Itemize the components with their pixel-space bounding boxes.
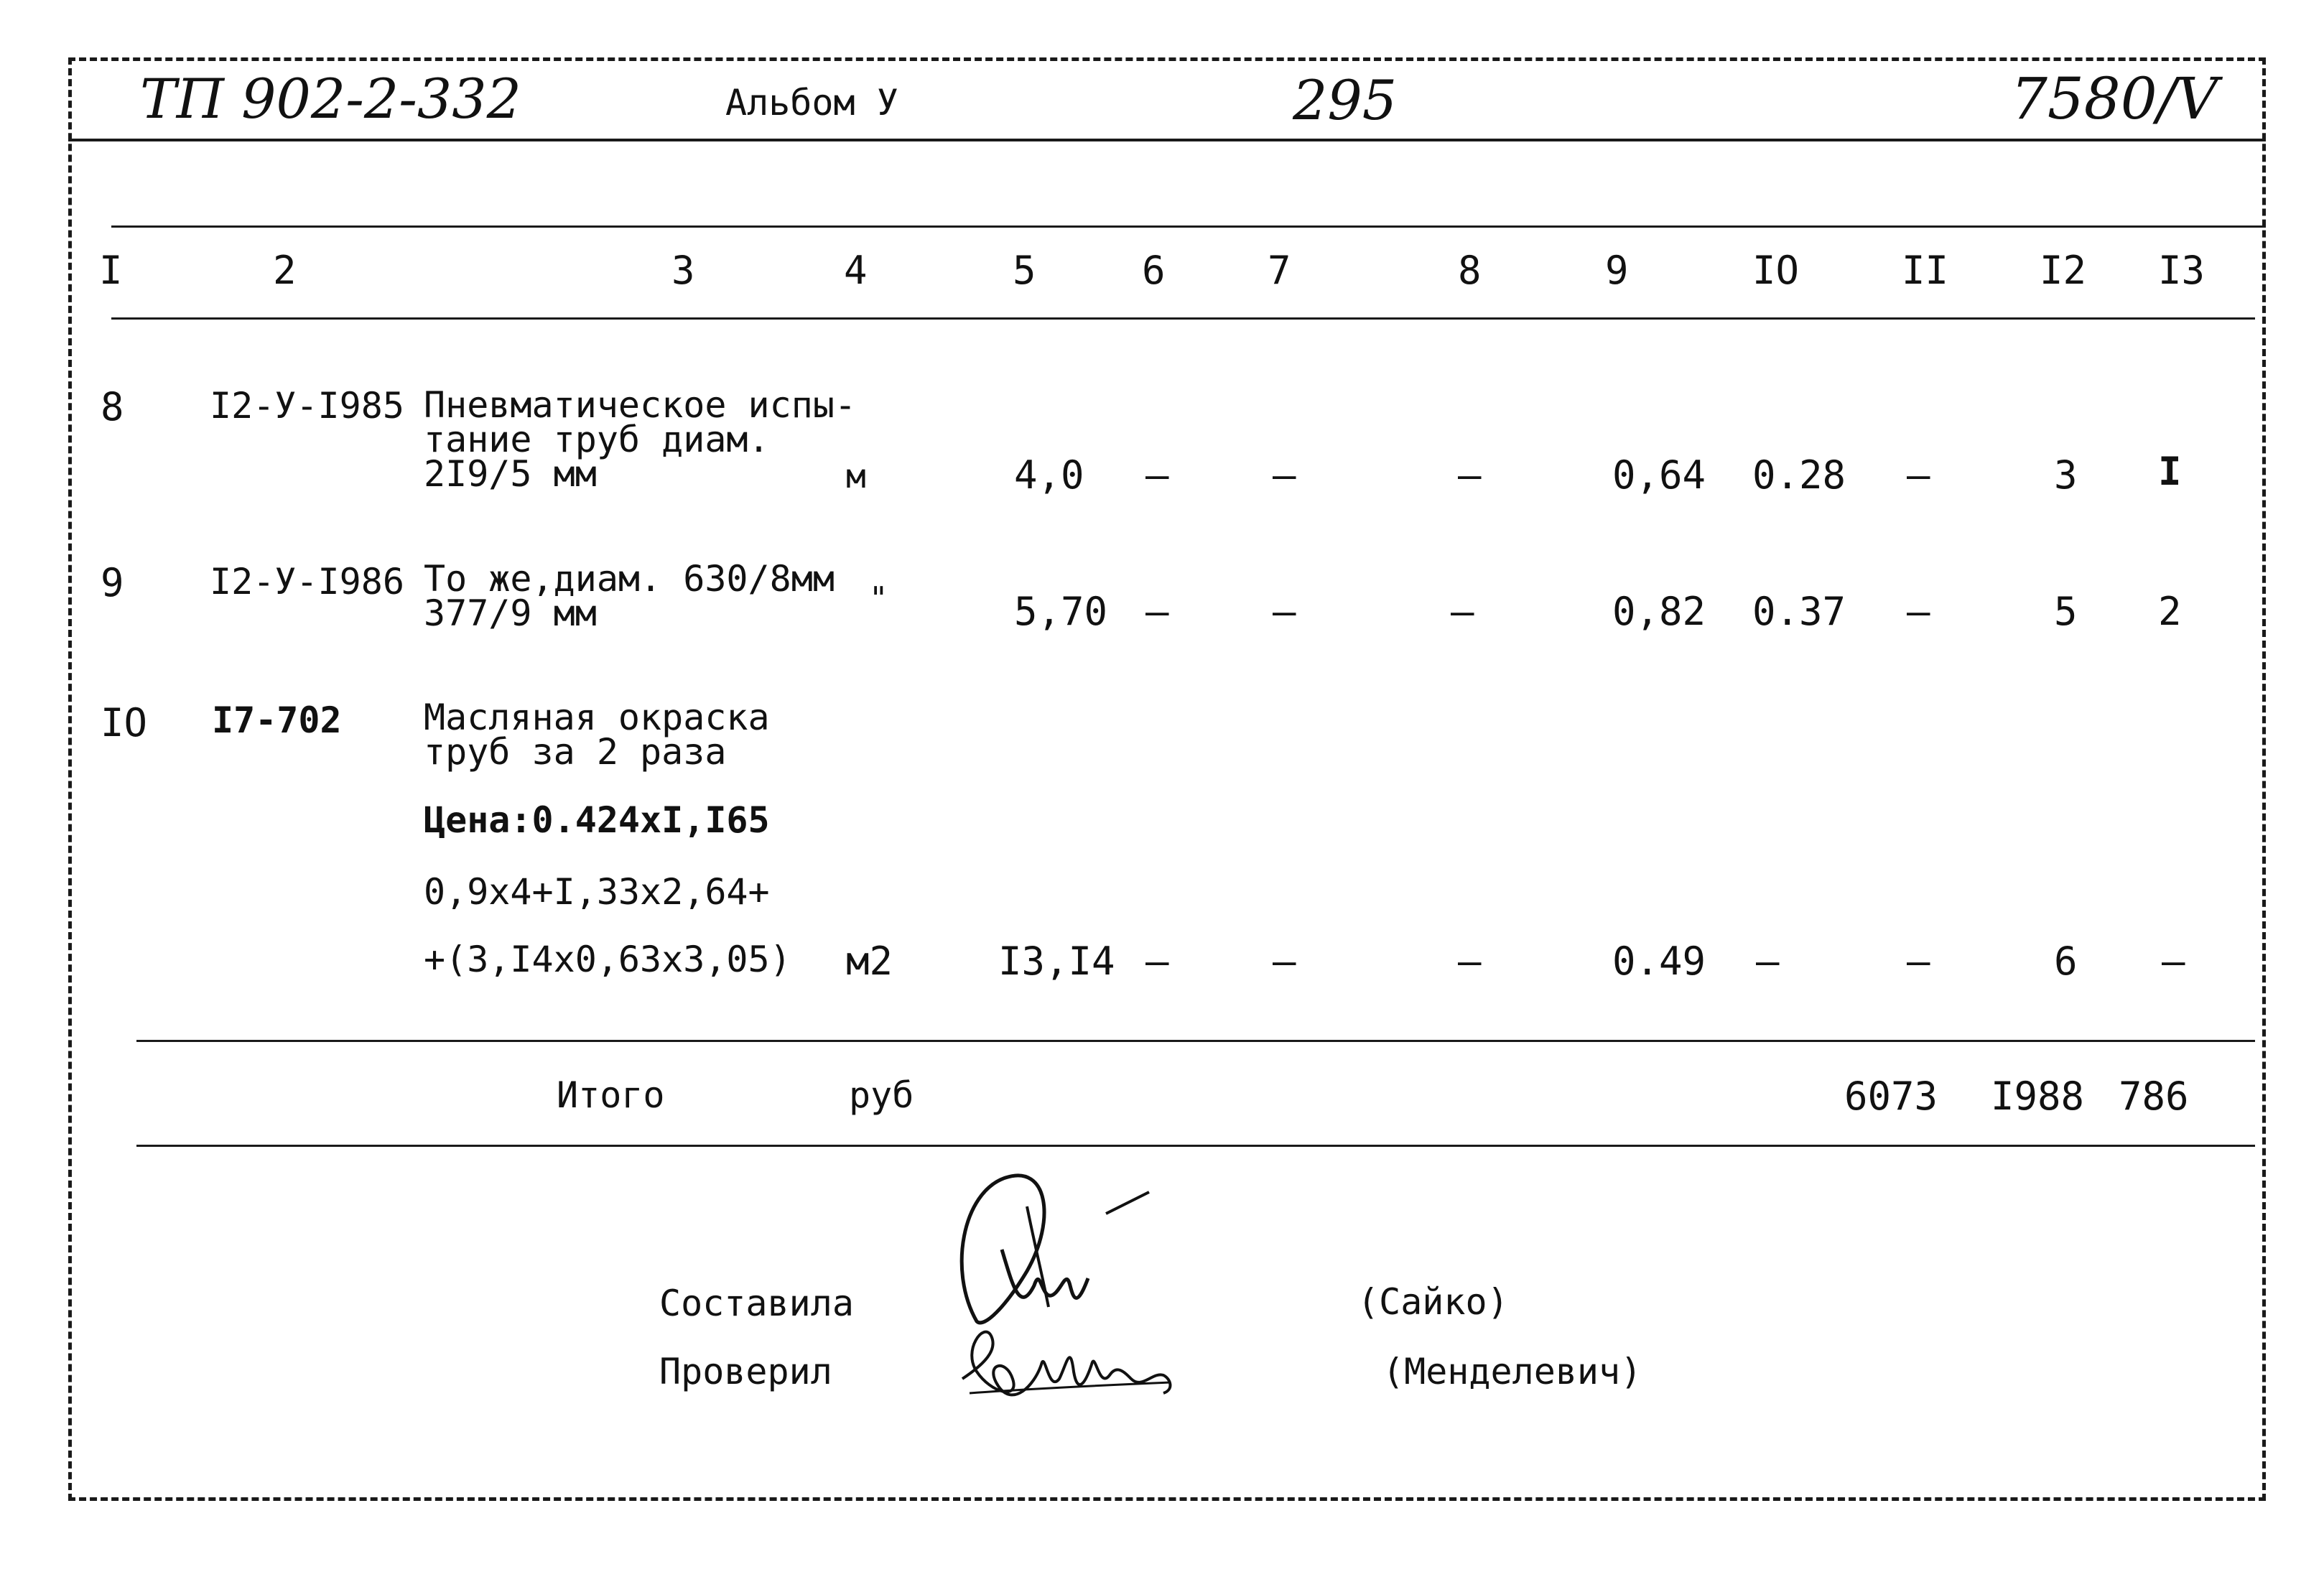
row-unit: м2 <box>846 939 893 984</box>
row-c13: 2 <box>2158 589 2182 634</box>
row-number: 8 <box>101 384 124 429</box>
row-c11: – <box>1907 939 1930 984</box>
row-code: I2-У-I985 <box>210 385 404 427</box>
column-header: I2 <box>2040 248 2087 293</box>
row-c10: – <box>1756 939 1780 984</box>
row-description: То же,диам. 630/8мм 377/9 мм <box>424 558 835 634</box>
row-c10: 0.28 <box>1752 452 1846 498</box>
signature-role: Составила <box>659 1283 854 1324</box>
row-c6: – <box>1145 589 1169 634</box>
row-qty: 5,70 <box>1014 589 1108 634</box>
row-c11: – <box>1907 452 1930 498</box>
total-c12: I988 <box>1991 1074 2085 1119</box>
column-header: I3 <box>2158 248 2206 293</box>
total-c13: 786 <box>2119 1074 2189 1119</box>
total-c11: 6073 <box>1844 1074 1938 1119</box>
column-header: 2 <box>273 248 297 293</box>
row-c13: I <box>2158 449 2182 494</box>
signature-name: (Сайко) <box>1357 1281 1509 1323</box>
doc-number: ТП 902-2-332 <box>140 67 521 131</box>
total-bottom-rule <box>136 1145 2255 1147</box>
row-c9: 0,64 <box>1612 452 1706 498</box>
row-description: Пневматическое испы- тание труб диам. 2I9/5 мм <box>424 384 857 495</box>
calc-line: +(3,I4х0,63х3,05) <box>424 939 791 980</box>
row-number: IO <box>101 700 148 745</box>
row-c8: – <box>1458 452 1482 498</box>
row-c12: 5 <box>2054 589 2078 634</box>
row-c7: – <box>1273 589 1296 634</box>
total-unit: руб <box>849 1074 914 1116</box>
row-c12: 3 <box>2054 452 2078 498</box>
header-rule <box>68 139 2266 141</box>
column-header: 9 <box>1605 248 1629 293</box>
column-header: I <box>99 248 123 293</box>
row-qty: 4,0 <box>1014 452 1084 498</box>
row-c9: 0,82 <box>1612 589 1706 634</box>
column-header-rule <box>111 317 2255 320</box>
column-header: IO <box>1752 248 1800 293</box>
row-c7: – <box>1273 939 1296 984</box>
table-top-rule <box>111 225 2266 228</box>
page-number: 295 <box>1293 68 1398 132</box>
signature-name: (Менделевич) <box>1382 1351 1642 1392</box>
doc-code: 7580/V <box>2011 65 2218 132</box>
row-c10: 0.37 <box>1752 589 1846 634</box>
row-c7: – <box>1273 452 1296 498</box>
total-label: Итого <box>557 1074 665 1116</box>
row-c9: 0.49 <box>1612 939 1706 984</box>
column-header: 7 <box>1268 248 1291 293</box>
row-c6: – <box>1145 939 1169 984</box>
album-label: Альбом У <box>725 82 898 124</box>
column-header: 4 <box>844 248 868 293</box>
total-top-rule <box>136 1040 2255 1042</box>
row-c6: – <box>1145 452 1169 498</box>
column-header: 3 <box>671 248 695 293</box>
row-description: Масляная окраска труб за 2 раза <box>424 697 770 773</box>
row-c8: – <box>1451 589 1474 634</box>
row-c13: – <box>2162 939 2185 984</box>
column-header: 8 <box>1458 248 1482 293</box>
row-unit: м <box>846 457 866 496</box>
calc-line: 0,9х4+I,33х2,64+ <box>424 871 770 913</box>
row-number: 9 <box>101 560 124 605</box>
row-c12: 6 <box>2054 939 2078 984</box>
column-header: II <box>1902 248 1949 293</box>
column-header: 6 <box>1142 248 1166 293</box>
row-c8: – <box>1458 939 1482 984</box>
row-qty: I3,I4 <box>998 939 1115 984</box>
row-code: I2-У-I986 <box>210 561 404 603</box>
row-c11: – <box>1907 589 1930 634</box>
column-header: 5 <box>1013 248 1036 293</box>
row-code: I7-702 <box>212 699 342 741</box>
signature-role: Проверил <box>659 1351 832 1392</box>
calc-line: Цена:0.424хI,I65 <box>424 799 770 841</box>
row-unit: " <box>869 580 888 617</box>
handwritten-signature-2 <box>955 1321 1185 1415</box>
